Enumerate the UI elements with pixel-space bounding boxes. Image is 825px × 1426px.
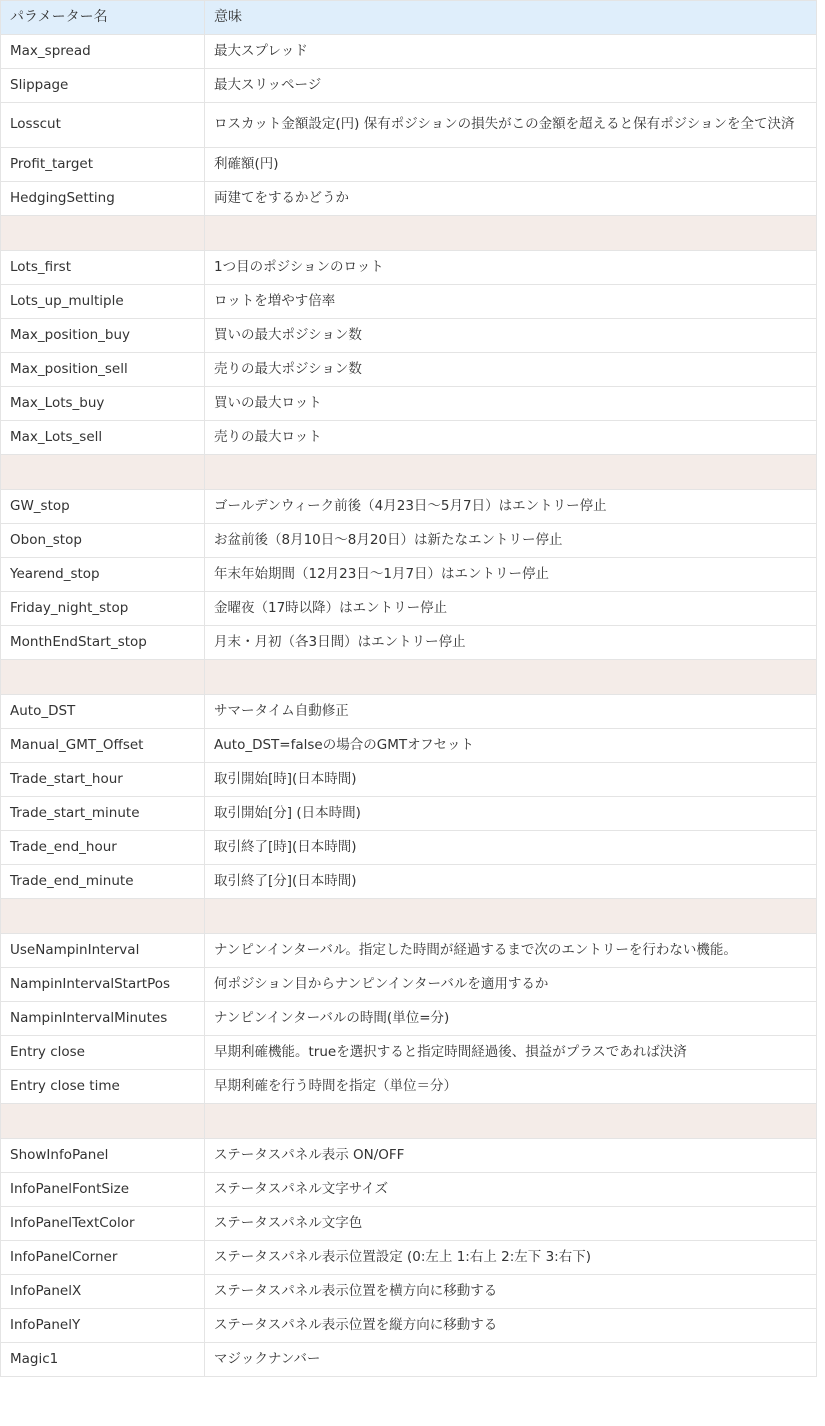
table-row <box>1 934 817 968</box>
parameter-meaning-cell: サマータイム自動修正 <box>205 695 817 729</box>
parameter-name-cell: InfoPanelX <box>1 1275 205 1309</box>
header-parameter-name: パラメーター名 <box>1 1 205 35</box>
parameter-meaning-cell: ステータスパネル表示位置を縦方向に移動する <box>205 1309 817 1343</box>
parameter-meaning-cell: ステータスパネル表示位置を横方向に移動する <box>205 1275 817 1309</box>
section-separator-row <box>1 455 817 490</box>
parameter-name-cell: GW_stop <box>1 490 205 524</box>
header-meaning: 意味 <box>205 1 817 35</box>
parameter-meaning-cell: 最大スプレッド <box>205 35 817 69</box>
parameter-meaning-cell: 買いの最大ロット <box>205 387 817 421</box>
separator-cell <box>1 216 205 251</box>
parameter-name-cell: NampinIntervalMinutes <box>1 1002 205 1036</box>
parameter-name-cell: Lots_up_multiple <box>1 285 205 319</box>
table-row <box>1 1070 817 1104</box>
parameter-name-cell: Max_position_buy <box>1 319 205 353</box>
table-row <box>1 626 817 660</box>
table-row <box>1 353 817 387</box>
separator-cell <box>205 899 817 934</box>
parameter-meaning-cell: 取引終了[分](日本時間) <box>205 865 817 899</box>
table-row <box>1 251 817 285</box>
separator-cell <box>1 899 205 934</box>
parameter-meaning-cell: 両建てをするかどうか <box>205 182 817 216</box>
parameter-name-cell: Yearend_stop <box>1 558 205 592</box>
parameter-meaning-cell: ロットを増やす倍率 <box>205 285 817 319</box>
parameter-meaning-cell: お盆前後（8月10日～8月20日）は新たなエントリー停止 <box>205 524 817 558</box>
parameter-meaning-cell: 売りの最大ポジション数 <box>205 353 817 387</box>
parameter-meaning-cell: 取引終了[時](日本時間) <box>205 831 817 865</box>
table-row <box>1 1275 817 1309</box>
separator-cell <box>205 455 817 490</box>
parameter-meaning-cell: 取引開始[分] (日本時間) <box>205 797 817 831</box>
parameter-meaning-cell: 最大スリッページ <box>205 69 817 103</box>
separator-cell <box>1 455 205 490</box>
parameter-name-cell: Losscut <box>1 103 205 148</box>
parameter-name-cell: Max_Lots_buy <box>1 387 205 421</box>
parameter-name-cell: Trade_start_hour <box>1 763 205 797</box>
parameter-name-cell: Obon_stop <box>1 524 205 558</box>
parameter-name-cell: Manual_GMT_Offset <box>1 729 205 763</box>
table-row <box>1 35 817 69</box>
table-row <box>1 1207 817 1241</box>
parameter-name-cell: Max_position_sell <box>1 353 205 387</box>
table-row <box>1 1309 817 1343</box>
parameter-name-cell: Auto_DST <box>1 695 205 729</box>
table-row <box>1 524 817 558</box>
parameter-meaning-cell: 売りの最大ロット <box>205 421 817 455</box>
parameter-name-cell: InfoPanelCorner <box>1 1241 205 1275</box>
parameter-name-cell: Max_spread <box>1 35 205 69</box>
parameter-meaning-cell: ステータスパネル表示位置設定 (0:左上 1:右上 2:左下 3:右下) <box>205 1241 817 1275</box>
parameter-name-cell: Magic1 <box>1 1343 205 1377</box>
parameter-meaning-cell: 早期利確を行う時間を指定（単位＝分） <box>205 1070 817 1104</box>
table-row <box>1 490 817 524</box>
section-separator-row <box>1 660 817 695</box>
parameter-meaning-cell: 金曜夜（17時以降）はエントリー停止 <box>205 592 817 626</box>
parameter-meaning-cell: 買いの最大ポジション数 <box>205 319 817 353</box>
table-row <box>1 1343 817 1377</box>
separator-cell <box>1 660 205 695</box>
table-row <box>1 1002 817 1036</box>
table-row <box>1 421 817 455</box>
section-separator-row <box>1 216 817 251</box>
parameter-meaning-cell: ステータスパネル表示 ON/OFF <box>205 1139 817 1173</box>
table-row <box>1 182 817 216</box>
parameter-meaning-cell: ステータスパネル文字サイズ <box>205 1173 817 1207</box>
parameter-name-cell: Trade_end_minute <box>1 865 205 899</box>
parameter-meaning-cell: 年末年始期間（12月23日～1月7日）はエントリー停止 <box>205 558 817 592</box>
table-row <box>1 103 817 148</box>
table-row <box>1 695 817 729</box>
parameter-meaning-cell: ナンピンインターバル。指定した時間が経過するまで次のエントリーを行わない機能。 <box>205 934 817 968</box>
parameter-meaning-cell: 月末・月初（各3日間）はエントリー停止 <box>205 626 817 660</box>
table-row <box>1 285 817 319</box>
table-row <box>1 592 817 626</box>
parameter-meaning-cell: マジックナンバー <box>205 1343 817 1377</box>
header-row <box>1 1 817 35</box>
parameter-meaning-cell: ゴールデンウィーク前後（4月23日～5月7日）はエントリー停止 <box>205 490 817 524</box>
separator-cell <box>205 216 817 251</box>
parameter-name-cell: ShowInfoPanel <box>1 1139 205 1173</box>
parameter-name-cell: NampinIntervalStartPos <box>1 968 205 1002</box>
table-row <box>1 69 817 103</box>
parameter-meaning-cell: 利確額(円) <box>205 148 817 182</box>
parameter-name-cell: Trade_end_hour <box>1 831 205 865</box>
table-row <box>1 729 817 763</box>
table-row <box>1 558 817 592</box>
parameter-meaning-cell: ステータスパネル文字色 <box>205 1207 817 1241</box>
parameter-meaning-cell: 取引開始[時](日本時間) <box>205 763 817 797</box>
parameter-meaning-cell: 何ポジション目からナンピンインターバルを適用するか <box>205 968 817 1002</box>
separator-cell <box>205 660 817 695</box>
separator-cell <box>205 1104 817 1139</box>
parameter-name-cell: HedgingSetting <box>1 182 205 216</box>
parameter-name-cell: UseNampinInterval <box>1 934 205 968</box>
table-row <box>1 865 817 899</box>
table-row <box>1 1036 817 1070</box>
parameter-name-cell: Max_Lots_sell <box>1 421 205 455</box>
table-row <box>1 797 817 831</box>
table-row <box>1 319 817 353</box>
section-separator-row <box>1 1104 817 1139</box>
table-row <box>1 1173 817 1207</box>
parameter-name-cell: Slippage <box>1 69 205 103</box>
parameter-meaning-cell: 早期利確機能。trueを選択すると指定時間経過後、損益がプラスであれば決済 <box>205 1036 817 1070</box>
parameter-name-cell: InfoPanelTextColor <box>1 1207 205 1241</box>
separator-cell <box>1 1104 205 1139</box>
parameter-meaning-cell: Auto_DST=falseの場合のGMTオフセット <box>205 729 817 763</box>
parameter-meaning-cell: 1つ目のポジションのロット <box>205 251 817 285</box>
table-row <box>1 148 817 182</box>
table-row <box>1 831 817 865</box>
parameter-name-cell: Entry close time <box>1 1070 205 1104</box>
parameter-name-cell: MonthEndStart_stop <box>1 626 205 660</box>
parameter-meaning-cell: ナンピンインターバルの時間(単位=分) <box>205 1002 817 1036</box>
parameter-name-cell: Friday_night_stop <box>1 592 205 626</box>
section-separator-row <box>1 899 817 934</box>
table-header <box>1 1 817 35</box>
parameter-name-cell: InfoPanelFontSize <box>1 1173 205 1207</box>
parameter-name-cell: Lots_first <box>1 251 205 285</box>
table-body <box>1 35 817 1377</box>
table-row <box>1 763 817 797</box>
table-row <box>1 968 817 1002</box>
parameter-name-cell: InfoPanelY <box>1 1309 205 1343</box>
parameter-meaning-cell: ロスカット金額設定(円) 保有ポジションの損失がこの金額を超えると保有ポジションを全て決済 <box>205 103 817 148</box>
parameter-name-cell: Profit_target <box>1 148 205 182</box>
parameter-name-cell: Entry close <box>1 1036 205 1070</box>
table-row <box>1 1139 817 1173</box>
table-row <box>1 387 817 421</box>
table-row <box>1 1241 817 1275</box>
parameter-name-cell: Trade_start_minute <box>1 797 205 831</box>
